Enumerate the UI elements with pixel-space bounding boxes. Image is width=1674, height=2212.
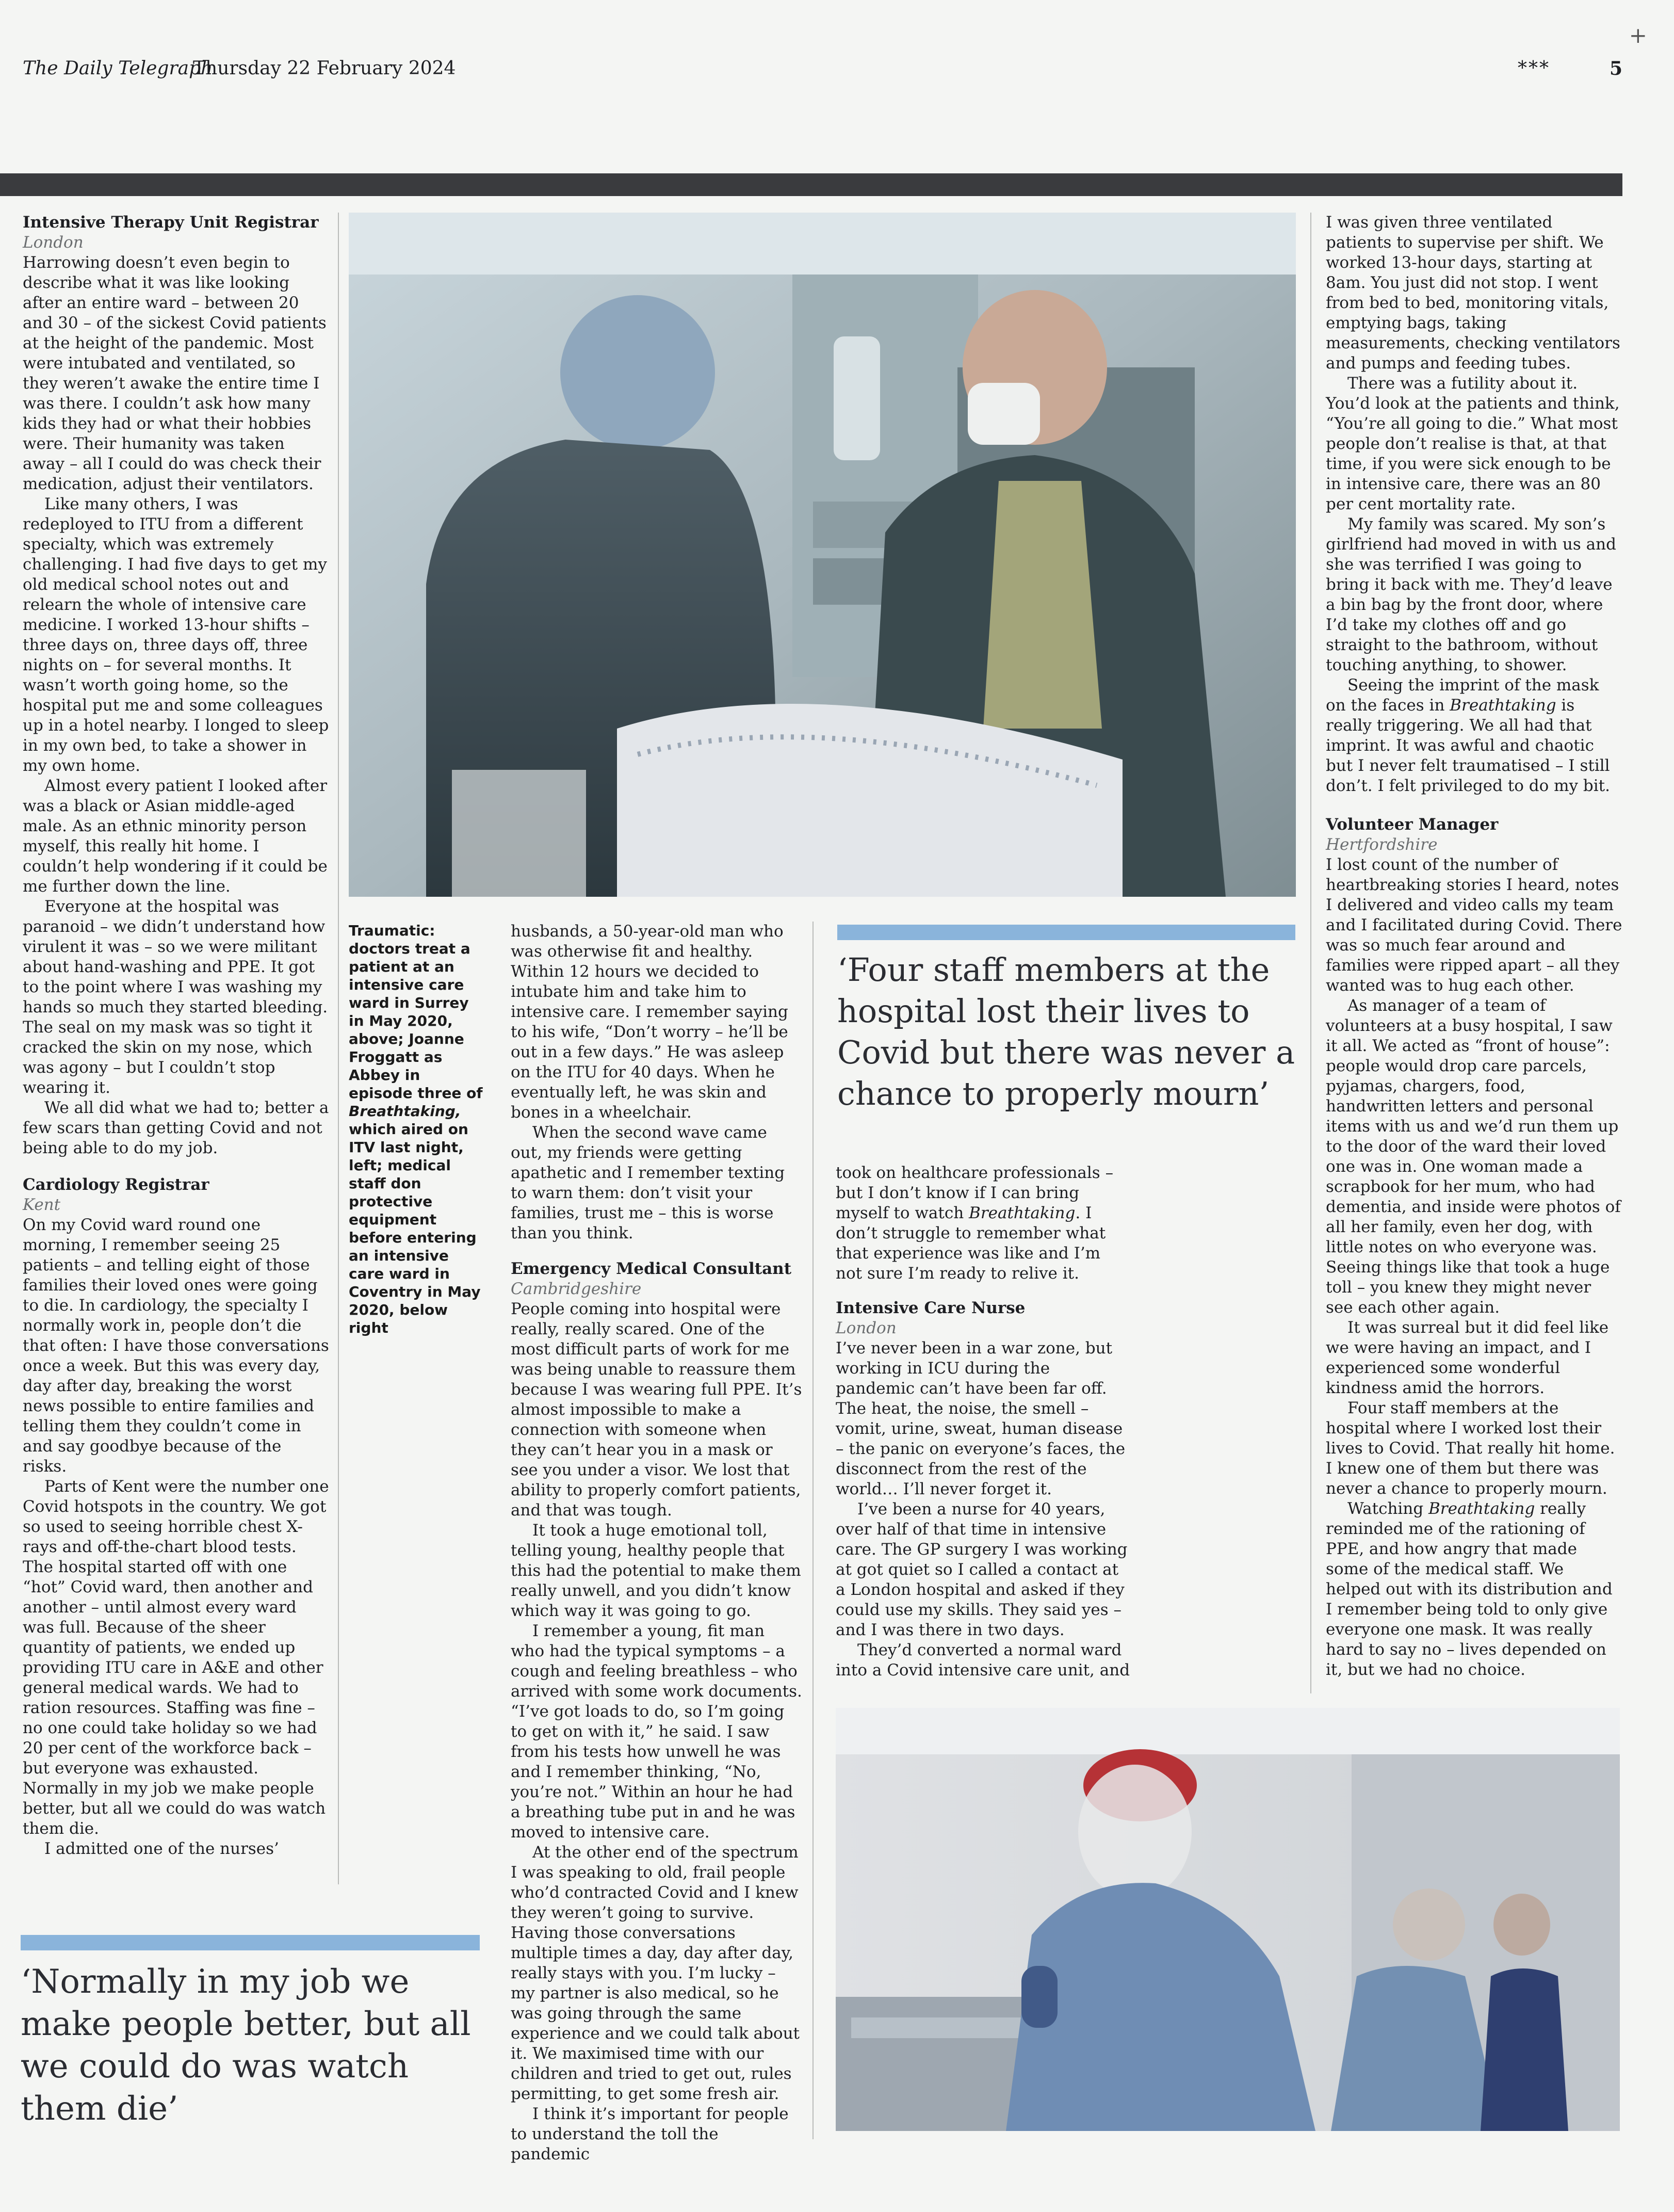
col4-text: took on healthcare professionals – but I don’t know if I can bring myself to watch [836, 1164, 1114, 1222]
top-rule [0, 173, 1622, 196]
column-divider [812, 922, 814, 2139]
itu-registrar-paragraph: Harrowing doesn’t even begin to describe what it was like looking after an entire ward – between 20 and 30 – of the sickest Covid patients at the height of the pandemic. Most were intubated and ventilated, so they weren’t awake the entire time I was there. I couldn’t ask how many kids they had or what their hobbies were. Their humanity was taken away – all I could do was check their medication, adjust their ventilators. [23, 253, 327, 493]
col5-paragraph: There was a futility about it. You’d look at the patients and think, “You’re all going to die.” What most people don’t realise is that, at that time, if you were sick enough to be in intensive care, there was an 80 per cent mortality rate. [1326, 374, 1620, 513]
volunteer-manager-paragraph [1326, 1499, 1622, 1680]
volunteer-manager-role: Volunteer Manager [1326, 815, 1499, 834]
publication-name: The Daily Telegraph [23, 58, 213, 79]
col5-show-title: Breathtaking [1450, 696, 1556, 715]
volunteer-manager-paragraph: I lost count of the number of heartbreaking stories I heard, notes I delivered and video calls my team and I facilitated during Covid. There was so much fear around and families were ripped apart – all they wanted was to hug each other. [1326, 855, 1622, 995]
emergency-consultant-paragraph: At the other end of the spectrum I was speaking to old, frail people who’d contracted Covid and I knew they weren’t going to survive. Having those conversations multiple times a day, day after day, really stays with you. I’m lucky – my partner is also medical, so he was going through the same experience and we could talk about it. We maximised time with our children and tried to get out, rules permitting, to get some fresh air. [511, 1843, 800, 2103]
caption-lead: Traumatic: doctors treat a patient at an intensive care ward in Surrey in May 2020, above; Joanne Froggatt as Abbey in episode three of [349, 922, 483, 1102]
caption-show-title: Breathtaking, [349, 1103, 461, 1120]
emergency-consultant-paragraph: I think it’s important for people to understand the toll the pandemic [511, 2105, 789, 2163]
pull-quote-bar-left [21, 1935, 480, 1950]
page-header [23, 58, 1633, 89]
volunteer-manager-paragraph: Four staff members at the hospital where I worked lost their lives to Covid. That really hit home. I knew one of them but there was never a chance to properly mourn. [1326, 1399, 1615, 1498]
volunteer-text: really reminded me of the rationing of PPE, and how angry that made some of the medical staff. We helped out with its distribution and I remember being told to only give everyone one mask. It was really hard to say no – lives depended on it, but we had no choice. [1326, 1499, 1613, 1679]
edition-stars: *** [1518, 58, 1550, 79]
icu-photo-illustration [349, 213, 1296, 897]
column-divider [1310, 213, 1311, 1693]
cardiology-registrar-paragraph: On my Covid ward round one morning, I remember seeing 25 patients – and telling eight of those families their loved ones were going to die. In cardiology, the specialty I normally work in, people don’t die that often: I have those conversations once a week. But this was every day, day after day, breaking the worst news possible to entire families and telling them they couldn’t come in and say goodbye because of the risks. [23, 1216, 329, 1476]
registration-mark: + [1629, 23, 1647, 48]
col4-paragraph [836, 1163, 1131, 1284]
ppe-photo-coventry [836, 1708, 1620, 2131]
pull-quote-right: ‘Four staff members at the hospital lost their lives to Covid but there was never a chance to properly mourn’ [837, 951, 1295, 1112]
col5-paragraph [1326, 675, 1622, 796]
icu-nurse-role: Intensive Care Nurse [836, 1299, 1026, 1317]
emergency-consultant-paragraph: People coming into hospital were really, really scared. One of the most difficult parts of work for me was being unable to reassure them because I was wearing full PPE. It’s almost impossible to make a connection with someone when they can’t hear you in a mask or see you under a visor. We lost that ability to properly comfort patients, and that was tough. [511, 1300, 802, 1520]
column-divider [338, 213, 339, 1884]
col4-show-title: Breathtaking [969, 1204, 1076, 1222]
cardiology-registrar-paragraph: I admitted one of the nurses’ [44, 1839, 279, 1858]
emergency-consultant-role: Emergency Medical Consultant [511, 1260, 792, 1278]
icu-nurse-paragraph: I’ve never been in a war zone, but working in ICU during the pandemic can’t have been far off. The heat, the noise, the smell – vomit, urine, sweat, human disease – the panic on everyone’s faces, the disconnect from the rest of the world… I’ll never forget it. [836, 1339, 1126, 1498]
icu-nurse-paragraph: I’ve been a nurse for 40 years, over half of that time in intensive care. The GP surgery I was working at got quiet so I called a contact at a London hospital and asked if they could use my skills. They said yes – and I was there in two days. [836, 1500, 1128, 1639]
itu-registrar-place: London [23, 233, 84, 252]
caption-tail: which aired on ITV last night, left; medical staff don protective equipment before entering an intensive care ward in Coventry in May 2020, below right [349, 1121, 481, 1336]
icu-nurse-place: London [836, 1319, 897, 1337]
emergency-consultant-place: Cambridgeshire [511, 1280, 642, 1298]
volunteer-manager-paragraph: It was surreal but it did feel like we were having an impact, and I experienced some wonderful kindness amid the horrors. [1326, 1318, 1609, 1397]
volunteer-text: Watching [1347, 1499, 1429, 1518]
emergency-consultant-paragraph: It took a huge emotional toll, telling young, healthy people that this had the potential to make them really unwell, and you didn’t know which way it was going to go. [511, 1521, 801, 1620]
icu-nurse-paragraph: They’d converted a normal ward into a Covid intensive care unit, and [836, 1641, 1130, 1680]
column-5 [1326, 213, 1622, 1680]
publication-date: Thursday 22 February 2024 [193, 58, 456, 79]
pull-quote-bar-right [837, 925, 1295, 940]
col5-text: Seeing the imprint of the mask on the faces in [1326, 676, 1599, 715]
col5-paragraph: My family was scared. My son’s girlfriend had moved in with us and she was terrified I was going to bring it back with me. They’d leave a bin bag by the front door, where I’d take my clothes off and go straight to the bathroom, without touching anything, to shower. [1326, 515, 1616, 674]
ppe-photo-illustration [836, 1708, 1620, 2131]
volunteer-manager-paragraph: As manager of a team of volunteers at a busy hospital, I saw it all. We acted as “front of house”: people would drop care parcels, pyjamas, chargers, food, handwritten letters and personal items with us and we’d run them up to the door of the ward their loved one was in. One woman made a scrapbook for her mum, who had dementia, and inside were photos of all her family, even her dog, with little notes on who everyone was. Seeing things like that took a huge toll – you knew they might never see each other again. [1326, 996, 1621, 1317]
cardiology-registrar-role: Cardiology Registrar [23, 1175, 209, 1194]
col5-text: is really triggering. We all had that imprint. It was awful and chaotic but I never felt traumatised – I still don’t. I felt privileged to do my bit. [1326, 696, 1610, 795]
col4-text: . I don’t struggle to remember what that experience was like and I’m not sure I’m ready to relive it. [836, 1204, 1106, 1283]
col3-paragraph: husbands, a 50-year-old man who was otherwise fit and healthy. Within 12 hours we decided to intubate him and take him to intensive care. I remember saying to his wife, “Don’t worry – he’ll be out in a few days.” He was asleep on the ITU for 40 days. When he eventually left, he was skin and bones in a wheelchair. [511, 922, 788, 1122]
col5-paragraph: I was given three ventilated patients to supervise per shift. We worked 13-hour days, starting at 8am. You just did not stop. I went from bed to bed, monitoring vitals, emptying bags, taking measurements, checking ventilators and pumps and feeding tubes. [1326, 213, 1620, 373]
itu-registrar-paragraph: Everyone at the hospital was paranoid – we didn’t understand how virulent it was – so we were militant about hand-washing and PPE. It got to the point where I was washing my hands so much they started bleeding. The seal on my mask was so tight it cracked the skin on my nose, which was agony – but I couldn’t stop wearing it. [23, 897, 328, 1097]
itu-registrar-paragraph: Almost every patient I looked after was a black or Asian middle-aged male. As an ethnic minority person myself, this really hit home. I couldn’t help wondering if it could be me further down the line. [23, 777, 328, 896]
icu-photo-surrey [349, 213, 1296, 897]
volunteer-show-title: Breathtaking [1428, 1499, 1535, 1518]
photo-caption [349, 922, 483, 1337]
column-4 [836, 1163, 1131, 1681]
itu-registrar-role: Intensive Therapy Unit Registrar [23, 213, 319, 232]
volunteer-manager-place: Hertfordshire [1326, 835, 1438, 854]
cardiology-registrar-place: Kent [23, 1196, 61, 1214]
pull-quote-left: ‘Normally in my job we make people better, but all we could do was watch them die’ [21, 1963, 471, 2128]
itu-registrar-paragraph: We all did what we had to; better a few scars than getting Covid and not being able to do my job. [23, 1099, 329, 1157]
itu-registrar-paragraph: Like many others, I was redeployed to ITU from a different specialty, which was extremely challenging. I had five days to get my old medical school notes out and relearn the whole of intensive care medicine. I worked 13-hour shifts – three days on, three days off, three nights on – for several months. It wasn’t worth going home, so the hospital put me and some colleagues up in a hotel nearby. I longed to sleep in my own bed, to take a shower in my own home. [23, 495, 329, 775]
column-1 [23, 213, 330, 1859]
emergency-consultant-paragraph: I remember a young, fit man who had the typical symptoms – a cough and feeling breathless – who arrived with some work documents. “I’ve got loads to do, so I’m going to get on with it,” he said. I saw from his tests how unwell he was and I remember thinking, “No, you’re not.” Within an hour he had a breathing tube put in and he was moved to intensive care. [511, 1622, 802, 1842]
cardiology-registrar-paragraph: Parts of Kent were the number one Covid hotspots in the country. We got so used to seeing horrible chest X-rays and off-the-chart blood tests. The hospital started off with one “hot” Covid ward, then another and another – until almost every ward was full. Because of the sheer quantity of patients, we ended up providing ITU care in A&E and other general medical wards. We had to ration resources. Staffing was fine – no one could take holiday so we had 20 per cent of the workforce back – but everyone was exhausted. Normally in my job we make people better, but all we could do was watch them die. [23, 1477, 329, 1838]
col3-paragraph: When the second wave came out, my friends were getting apathetic and I remember texting to warn them: don’t visit your families, trust me – this is worse than you think. [511, 1123, 785, 1242]
column-3 [511, 922, 802, 2165]
page-number: 5 [1609, 58, 1622, 79]
